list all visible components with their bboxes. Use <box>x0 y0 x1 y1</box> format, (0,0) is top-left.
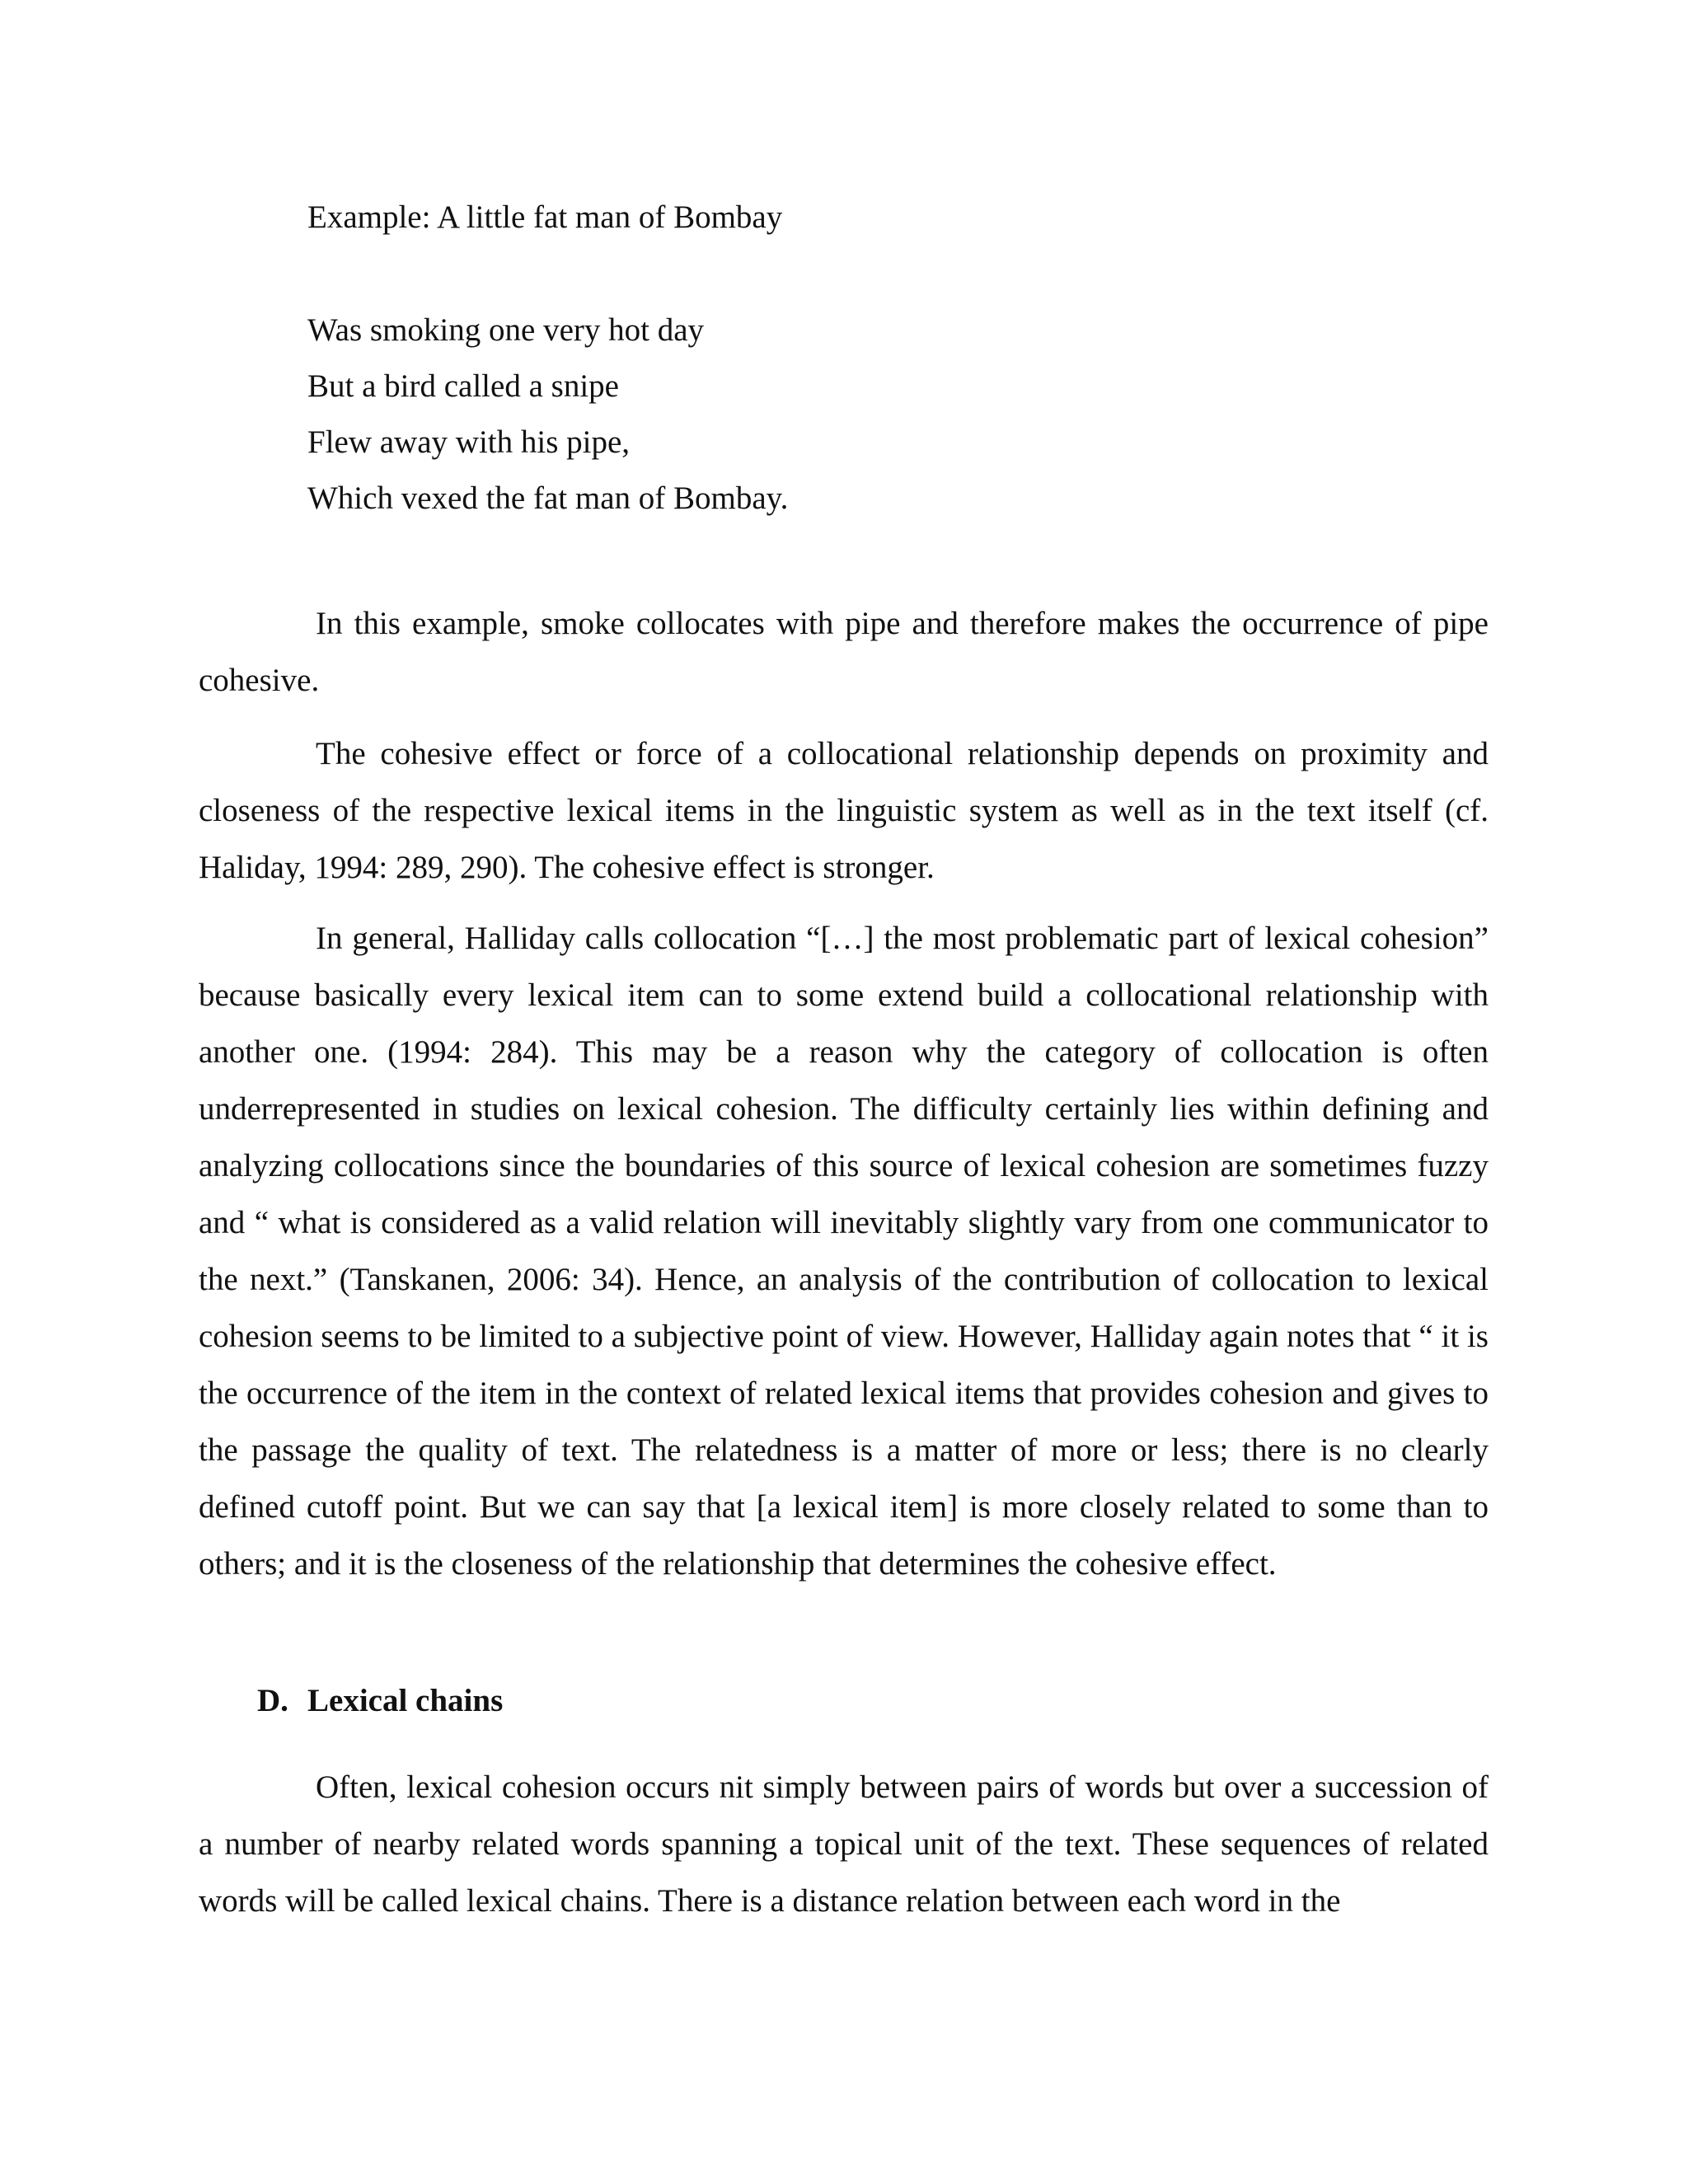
verse-line: But a bird called a snipe <box>307 368 619 404</box>
section-heading <box>257 1685 503 1717</box>
section-title: Lexical chains <box>307 1683 504 1718</box>
body-paragraph: In this example, smoke collocates with pipe and therefore makes the occurrence of pipe cohesive. <box>199 606 1489 698</box>
body-paragraph: Often, lexical cohesion occurs nit simply between pairs of words but over a succession of a number of nearby related words spanning a topical unit of the text. These sequences of related words will be called lexical chains. There is a distance relation between each word in the <box>199 1769 1489 1919</box>
body-paragraph: The cohesive effect or force of a collocational relationship depends on proximity and closeness of the respective lexical items in the linguistic system as well as in the text itself (cf. Haliday, 1994: 289, 290). The cohesive effect is stronger. <box>199 736 1489 885</box>
body-paragraph: In general, Halliday calls collocation “[…] the most problematic part of lexical cohesion” because basically every lexical item can to some extend build a collocational relationship with another one. (1994: 284). This may be a reason why the category of collocation is often underrepresented in studies on lexical cohesion. The difficulty certainly lies within defining and analyzing collocations since the boundaries of this source of lexical cohesion are sometimes fuzzy and “ what is considered as a valid relation will inevitably slightly vary from one communicator to the next.” (Tanskanen, 2006: 34). Hence, an analysis of the contribution of collocation to lexical cohesion seems to be limited to a subjective point of view. However, Halliday again notes that “ it is the occurrence of the item in the context of related lexical items that provides cohesion and gives to the passage the quality of text. The relatedness is a matter of more or less; there is no clearly defined cutoff point. But we can say that [a lexical item] is more closely related to some than to others; and it is the closeness of the relationship that determines the cohesive effect. <box>199 921 1489 1582</box>
verse-line: Which vexed the fat man of Bombay. <box>307 480 789 516</box>
example-line: Example: A little fat man of Bombay <box>307 199 783 235</box>
verse-line: Flew away with his pipe, <box>307 424 631 460</box>
section-marker: D. <box>257 1683 288 1718</box>
verse-line: Was smoking one very hot day <box>307 312 705 348</box>
